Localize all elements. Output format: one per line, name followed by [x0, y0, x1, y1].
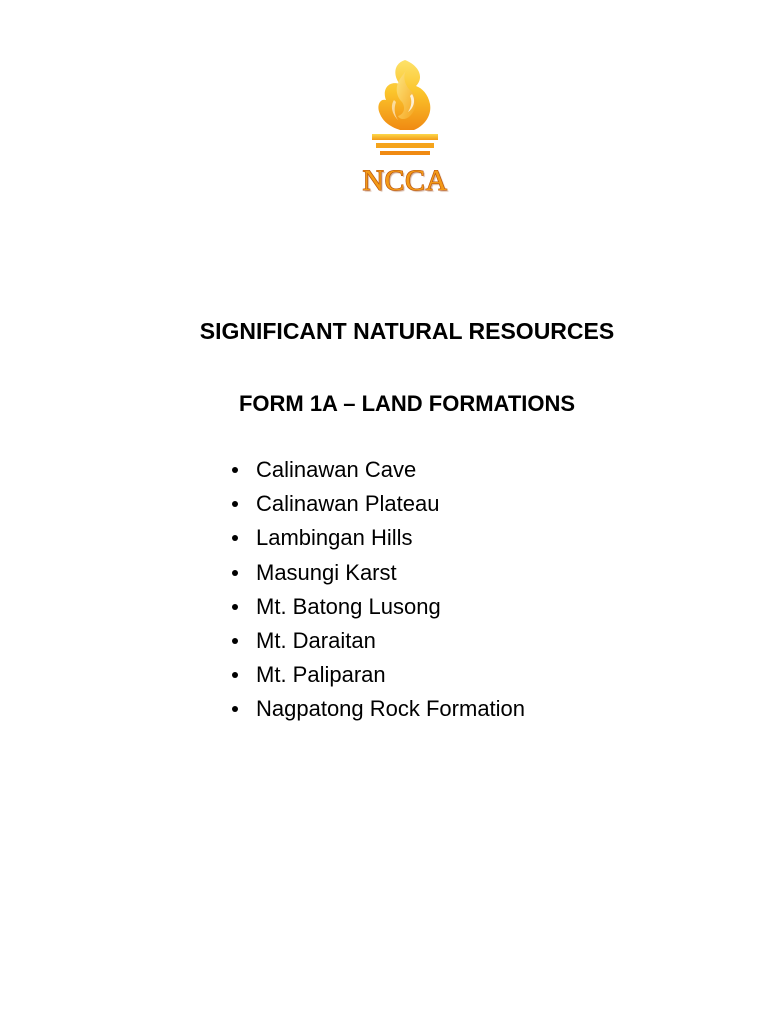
- list-item: [228, 626, 525, 660]
- bullet-icon: [232, 501, 238, 507]
- bullet-icon: [232, 570, 238, 576]
- list-item: [228, 455, 525, 489]
- document-title: SIGNIFICANT NATURAL RESOURCES: [199, 318, 615, 344]
- list-item-label: Calinawan Plateau: [256, 491, 440, 517]
- ncca-logo: [350, 54, 460, 204]
- list-item: [228, 660, 525, 694]
- land-formations-list: [228, 455, 525, 729]
- bullet-icon: [232, 604, 238, 610]
- list-item: [228, 523, 525, 557]
- bullet-icon: [232, 535, 238, 541]
- list-item-label: Mt. Batong Lusong: [256, 593, 441, 619]
- list-item-label: Mt. Paliparan: [256, 662, 386, 688]
- list-item-label: Lambingan Hills: [256, 525, 413, 551]
- list-item-label: Mt. Daraitan: [256, 627, 376, 653]
- list-item: [228, 694, 525, 728]
- list-item-label: Nagpatong Rock Formation: [256, 696, 526, 722]
- flame-torch-icon: [350, 54, 460, 164]
- bullet-icon: [232, 467, 238, 473]
- document-subtitle: FORM 1A – LAND FORMATIONS: [238, 391, 576, 416]
- bullet-icon: [232, 638, 238, 644]
- list-item-label: Masungi Karst: [256, 559, 397, 585]
- list-item: [228, 558, 525, 592]
- list-item-label: Calinawan Cave: [256, 457, 417, 482]
- list-item: [228, 489, 525, 523]
- list-item: [228, 592, 525, 626]
- bullet-icon: [232, 706, 238, 712]
- bullet-icon: [232, 672, 238, 678]
- logo-text: NCCA: [362, 164, 448, 197]
